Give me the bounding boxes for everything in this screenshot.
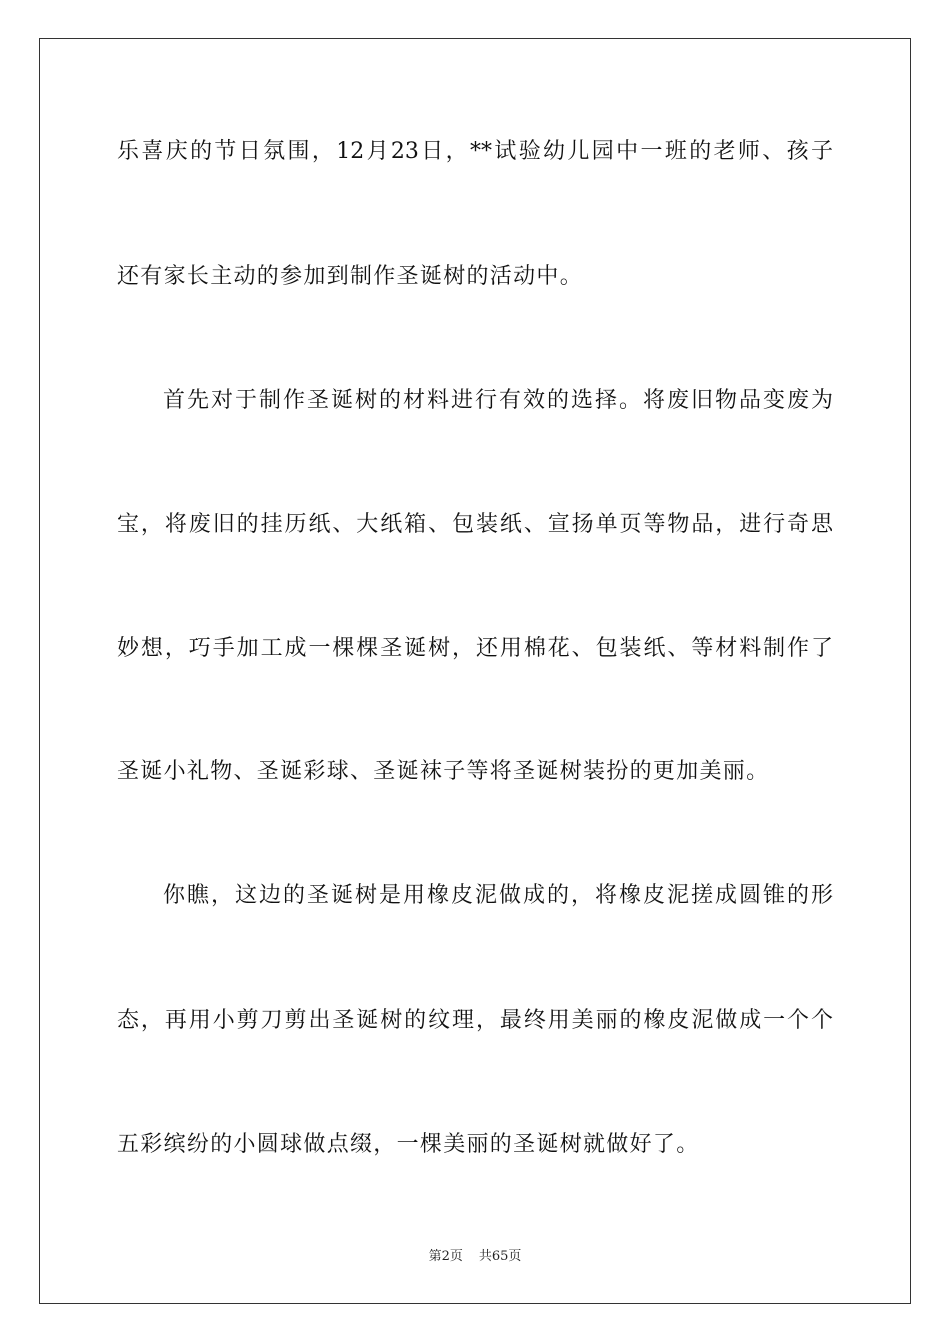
page-number: 第2页 <box>428 1249 463 1264</box>
page-total: 共65页 <box>478 1249 522 1264</box>
text-line: 宝，将废旧的挂历纸、大纸箱、包装纸、宣扬单页等物品，进行奇思 <box>117 512 833 537</box>
page-border <box>39 38 911 1304</box>
text-line: 五彩缤纷的小圆球做点缀，一棵美丽的圣诞树就做好了。 <box>117 1132 700 1157</box>
text-line: 乐喜庆的节日氛围，12月23日，**试验幼儿园中一班的老师、孩子 <box>117 139 833 164</box>
text-line: 首先对于制作圣诞树的材料进行有效的选择。将废旧物品变废为 <box>163 388 833 413</box>
text-line: 你瞧，这边的圣诞树是用橡皮泥做成的，将橡皮泥搓成圆锥的形 <box>163 883 833 908</box>
text-line: 还有家长主动的参加到制作圣诞树的活动中。 <box>117 264 584 289</box>
text-line: 态，再用小剪刀剪出圣诞树的纹理，最终用美丽的橡皮泥做成一个个 <box>117 1008 833 1033</box>
text-line: 圣诞小礼物、圣诞彩球、圣诞袜子等将圣诞树装扮的更加美丽。 <box>117 759 770 784</box>
page-footer <box>0 1248 950 1266</box>
text-line: 妙想，巧手加工成一棵棵圣诞树，还用棉花、包装纸、等材料制作了 <box>117 636 833 661</box>
